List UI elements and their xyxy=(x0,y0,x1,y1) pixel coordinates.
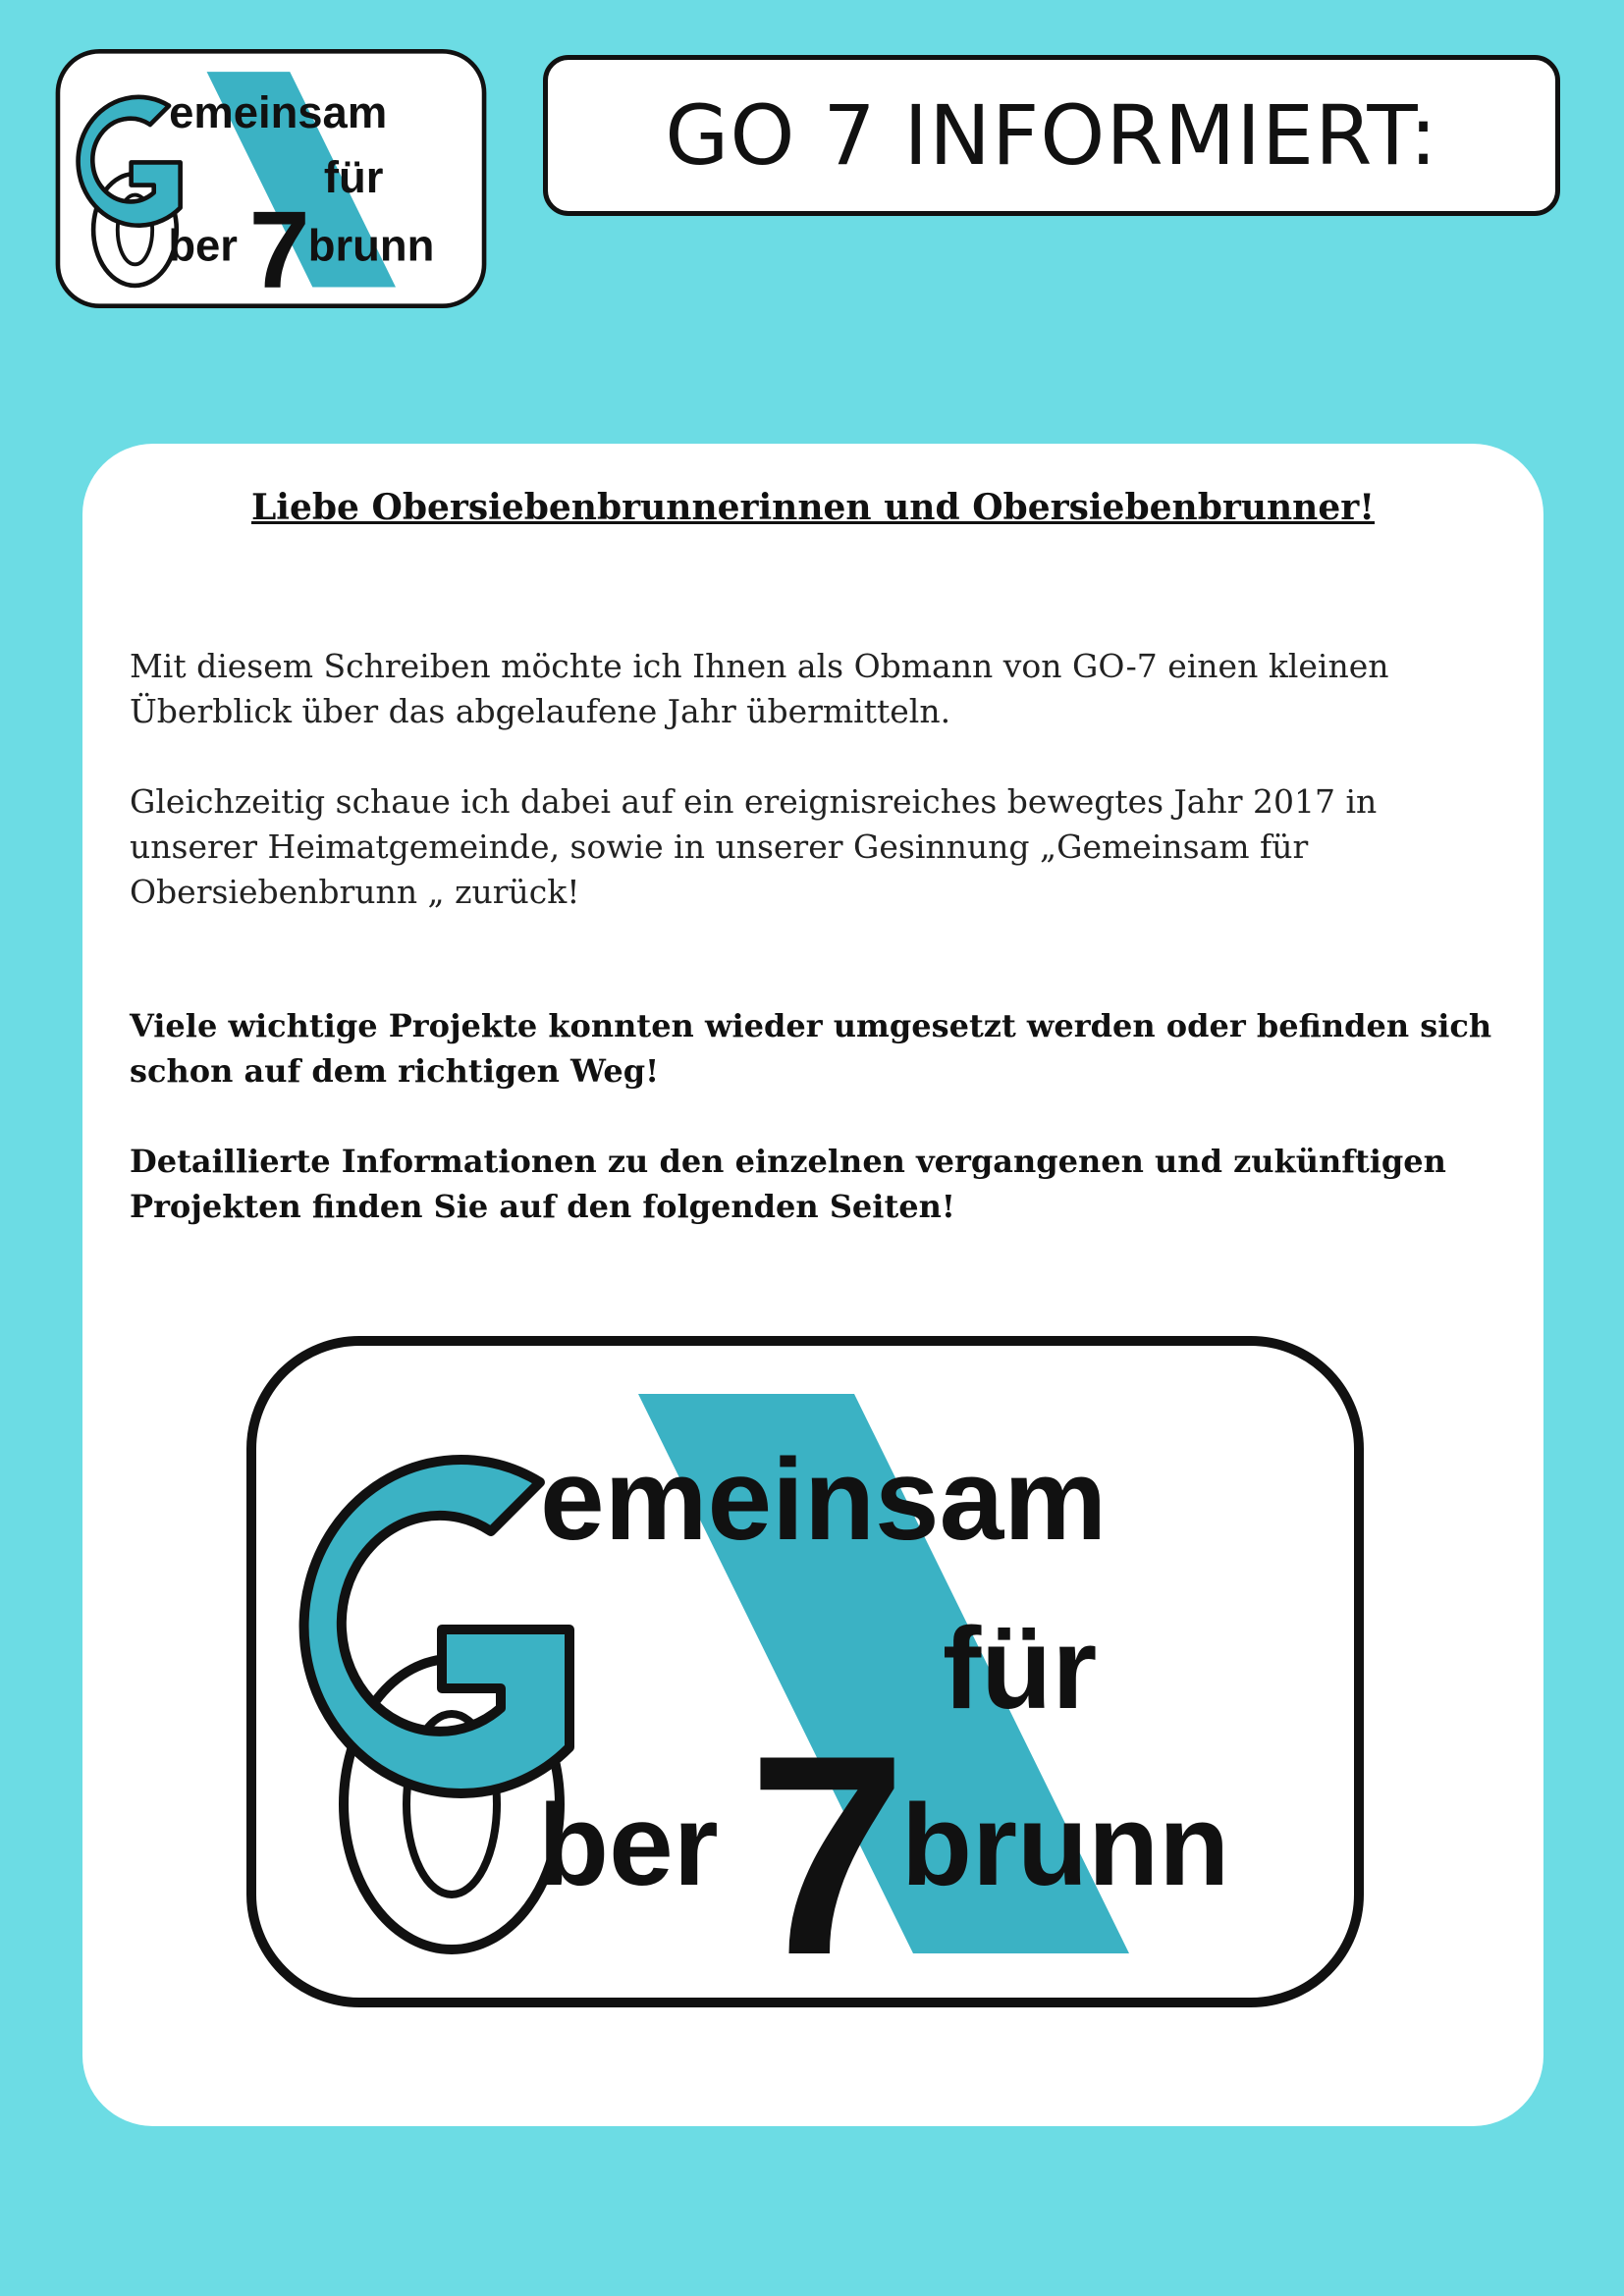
letter-paragraph-3: Viele wichtige Projekte konnten wieder umgesetzt werden oder befinden sich schon auf dem richtigen Weg! xyxy=(130,1007,1492,1090)
big-logo xyxy=(245,1335,1365,2008)
big-logo-line1-text: emeinsam xyxy=(540,1435,1108,1565)
logo-line3a-text: ber xyxy=(168,220,238,271)
big-logo-line3b-text: brunn xyxy=(901,1781,1230,1910)
letter-card xyxy=(82,444,1543,2126)
letter-paragraph-4: Detaillierte Informationen zu den einzelnen vergangenen und zukünftigen Projekten finden Sie auf den folgenden Seiten! xyxy=(130,1143,1446,1225)
logo-line3b-text: brunn xyxy=(307,220,435,271)
page-title: GO 7 INFORMIERT: xyxy=(665,87,1438,184)
big-logo-line3a-text: ber xyxy=(538,1781,719,1910)
header-box xyxy=(543,55,1560,216)
big-logo-line2-text: für xyxy=(943,1604,1098,1734)
letter-paragraph-1: Mit diesem Schreiben möchte ich Ihnen als Obmann von GO-7 einen kleinen Überblick über das abgelaufene Jahr übermitteln. xyxy=(130,647,1389,730)
logo-line1-text: emeinsam xyxy=(169,87,388,138)
big-logo-seven-text: 7 xyxy=(748,1696,907,2008)
top-logo xyxy=(55,49,487,308)
letter-greeting: Liebe Obersiebenbrunnerinnen und Obersiebenbrunner! xyxy=(250,487,1376,528)
letter-paragraph-2: Gleichzeitig schaue ich dabei auf ein ereignisreiches bewegtes Jahr 2017 in unserer Heimatgemeinde, sowie in unserer Gesinnung „Gemeinsam für Obersiebenbrunn „ zurück! xyxy=(130,782,1378,911)
logo-seven-text: 7 xyxy=(248,187,310,308)
logo-line2-text: für xyxy=(323,152,384,203)
